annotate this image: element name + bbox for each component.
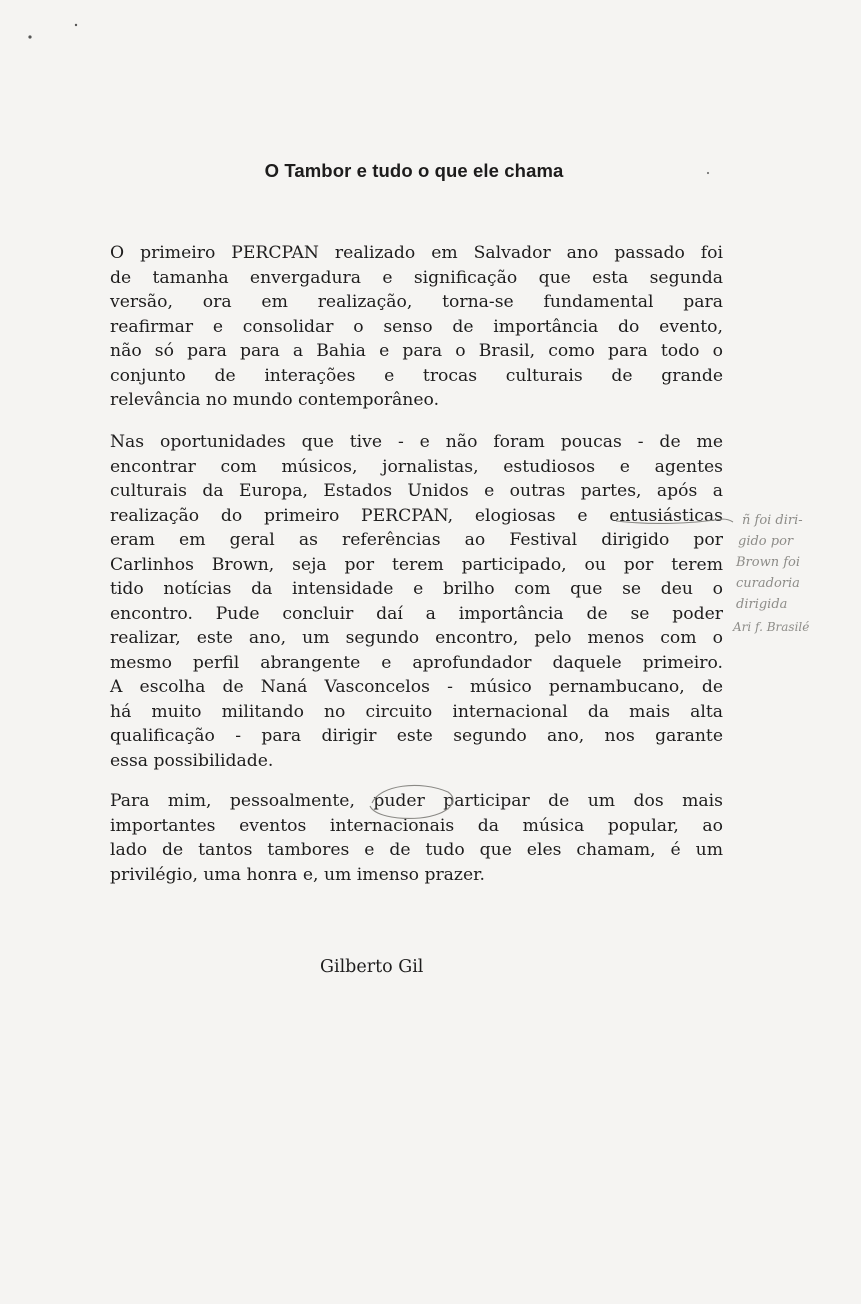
signature: Gilberto Gil — [320, 957, 424, 977]
paper-speck — [75, 24, 77, 26]
text-line: tido notícias da intensidade e brilho com que se deu o — [110, 579, 723, 599]
text-line: A escolha de Naná Vasconcelos - músico pernambucano, de — [110, 677, 723, 697]
text-line: culturais da Europa, Estados Unidos e outras partes, após a — [110, 481, 723, 501]
text-line: conjunto de interações e trocas culturais de grande — [110, 365, 723, 386]
text-line: Para mim, pessoalmente, puder participar de um dos mais — [110, 791, 723, 811]
text-line: Nas oportunidades que tive - e não foram poucas - de me — [110, 432, 723, 452]
margin-note-line: Ari f. Brasilé — [733, 620, 810, 634]
text-line: encontro. Pude concluir daí a importância de se poder — [110, 603, 723, 624]
paragraph-3 — [110, 789, 723, 887]
paper-speck — [28, 35, 31, 38]
text-line: relevância no mundo contemporâneo. — [110, 390, 440, 410]
paragraph-2 — [110, 430, 723, 773]
text-line: Carlinhos Brown, seja por terem participado, ou por terem — [110, 554, 723, 575]
text-line: eram em geral as referências ao Festival dirigido por — [110, 530, 723, 550]
text-line: não só para para a Bahia e para o Brasil, como para todo o — [110, 341, 723, 361]
text-line: há muito militando no circuito internacional da mais alta — [110, 701, 723, 722]
margin-note-line: Brown foi — [736, 555, 801, 570]
text-line: essa possibilidade. — [110, 750, 274, 771]
text-line: realizar, este ano, um segundo encontro, pelo menos com o — [110, 628, 723, 648]
text-line: encontrar com músicos, jornalistas, estudiosos e agentes — [110, 456, 723, 477]
text-line: lado de tantos tambores e de tudo que eles chamam, é um — [110, 840, 723, 860]
text-line: mesmo perfil abrangente e aprofundador daquele primeiro. — [110, 652, 723, 673]
text-line: privilégio, uma honra e, um imenso prazer. — [110, 864, 485, 885]
margin-note-line: curadoria — [736, 576, 800, 591]
text-line: qualificação - para dirigir este segundo ano, nos garante — [110, 726, 723, 746]
paragraph-1 — [110, 241, 723, 413]
text-line: O primeiro PERCPAN realizado em Salvador ano passado foi — [110, 243, 723, 263]
margin-note-line: gido por — [738, 534, 794, 549]
text-line: versão, ora em realização, torna-se fundamental para — [110, 292, 723, 312]
text-line: importantes eventos internacionais da música popular, ao — [110, 815, 723, 836]
text-line: realização do primeiro PERCPAN, elogiosas e entusiásticas — [110, 505, 723, 526]
margin-note-line: ñ foi diri- — [742, 513, 803, 528]
text-line: reafirmar e consolidar o senso de importância do evento, — [110, 316, 723, 337]
document-title: O Tambor e tudo o que ele chama — [264, 160, 564, 181]
margin-note-line: dirigida — [736, 597, 788, 612]
text-line: de tamanha envergadura e significação que esta segunda — [110, 267, 723, 288]
